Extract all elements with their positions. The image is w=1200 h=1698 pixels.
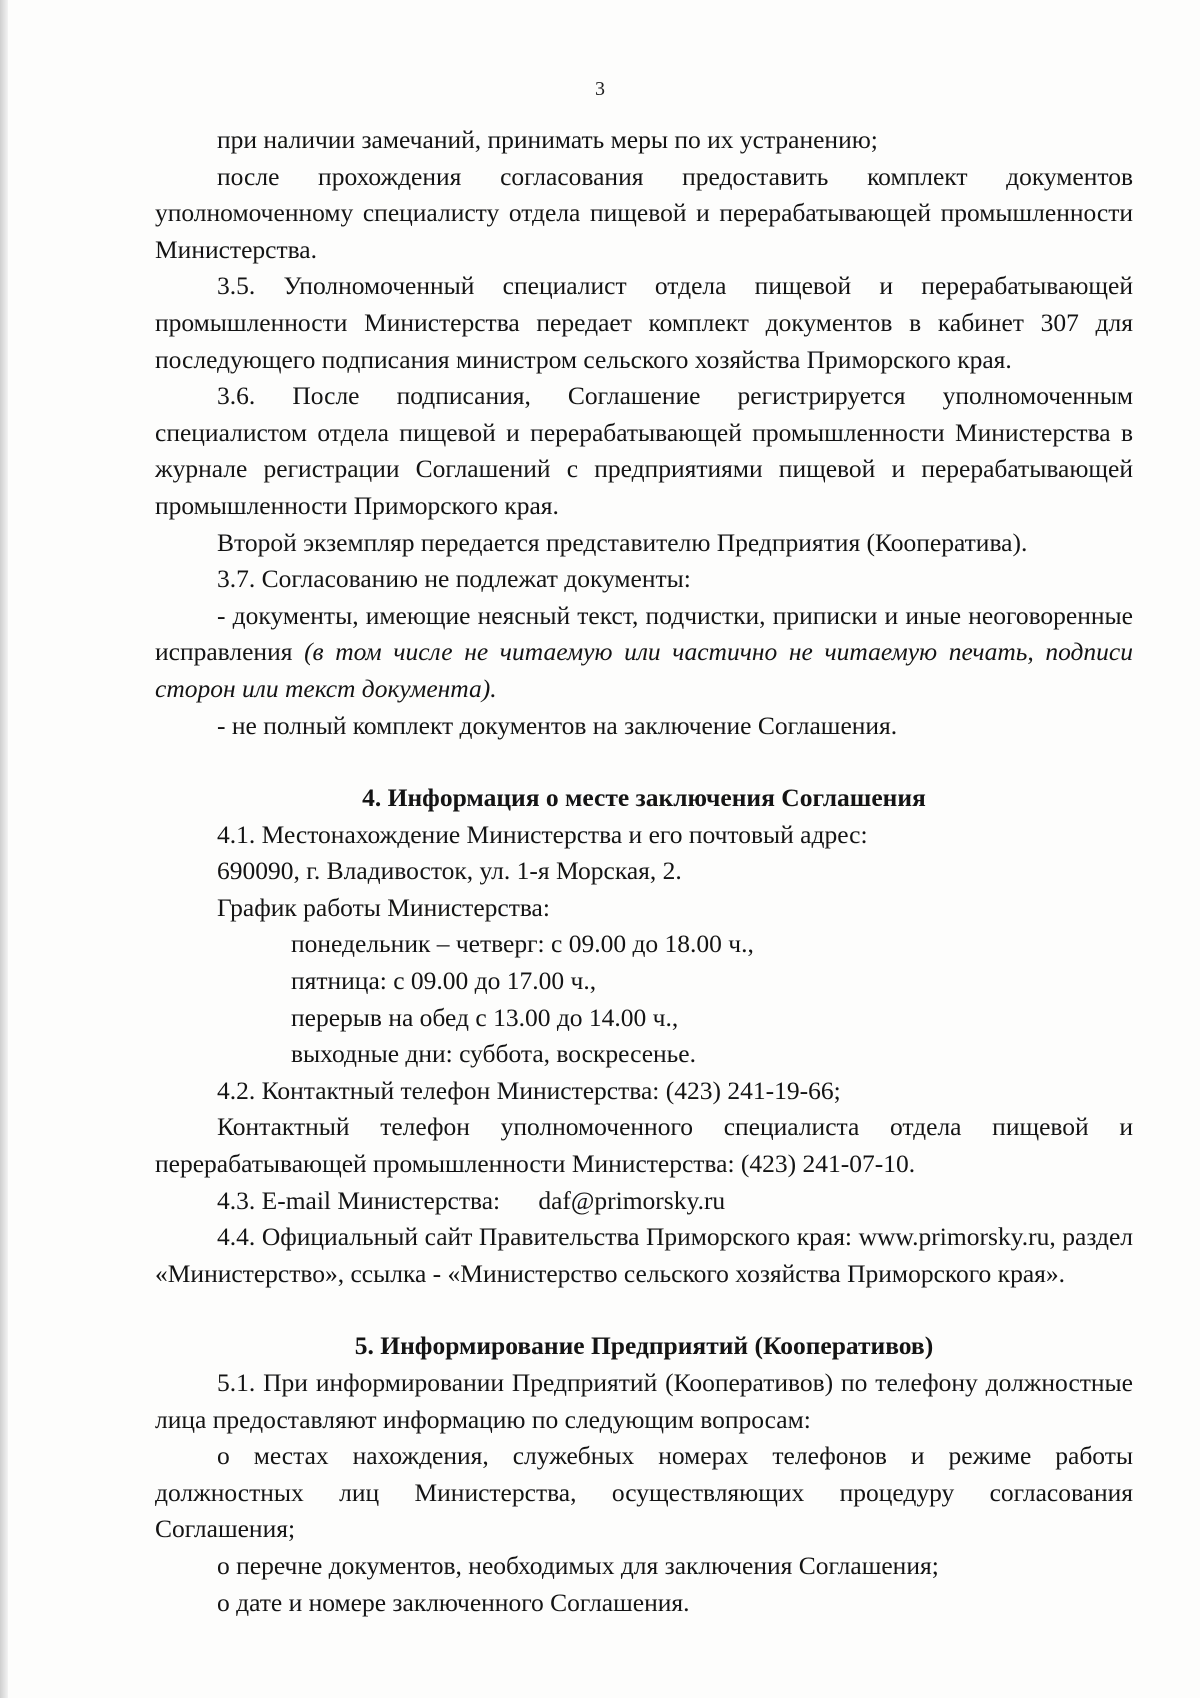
paragraph: Контактный телефон уполномоченного специалиста отдела пищевой и перерабатывающей промышленности Министерства: (423) 241-07-10.: [155, 1112, 1133, 1179]
list-item-text: - документы, имеющие неясный текст, подчистки, приписки и иные неоговоренные исправления: [155, 600, 1133, 667]
paragraph-4-2: 4.2. Контактный телефон Министерства: (423) 241-19-66;: [217, 1075, 841, 1105]
paragraph-4-3: 4.3. E-mail Министерства: daf@primorsky.ru: [217, 1185, 726, 1215]
paragraph: Второй экземпляр передается представителю Предприятия (Кооператива).: [217, 527, 1028, 557]
address: 690090, г. Владивосток, ул. 1-я Морская, 2.: [217, 856, 682, 886]
paragraph-4-4: 4.4. Официальный сайт Правительства Приморского края: www.primorsky.ru, раздел «Министерство», ссылка - «Министерство сельского хозяйства Приморского края».: [155, 1222, 1133, 1288]
scan-edge: [0, 0, 8, 1698]
schedule-line: понедельник – четверг: с 09.00 до 18.00 ч.,: [291, 929, 754, 959]
paragraph-3-5: 3.5. Уполномоченный специалист отдела пищевой и перерабатывающей промышленности Министерства передает комплект документов в кабинет 307 для последующего подписания министром сельского хозяйства Приморского края.: [155, 271, 1133, 374]
paragraph: при наличии замечаний, принимать меры по их устранению;: [217, 125, 878, 154]
document-body: [155, 122, 1133, 1621]
schedule-line: перерыв на обед с 13.00 до 14.00 ч.,: [291, 1002, 679, 1032]
paragraph-list-item: [155, 598, 1133, 708]
schedule-title: График работы Министерства:: [217, 892, 550, 922]
paragraph: после прохождения согласования предоставить комплект документов уполномоченному специалисту отдела пищевой и перерабатывающей промышленности Министерства.: [155, 161, 1133, 264]
page-number: 3: [595, 78, 605, 100]
schedule-line: выходные дни: суббота, воскресенье.: [291, 1039, 696, 1069]
paragraph-4-1: 4.1. Местонахождение Министерства и его почтовый адрес:: [217, 819, 868, 849]
section-heading-4: 4. Информация о месте заключения Соглашения: [362, 783, 926, 813]
schedule-line: пятница: с 09.00 до 17.00 ч.,: [291, 966, 597, 996]
list-item-italic-note: (в том числе не читаемую или частично не читаемую печать, подписи сторон или текст документа).: [155, 637, 1133, 703]
paragraph-5-1: 5.1. При информировании Предприятий (Кооперативов) по телефону должностные лица предоставляют информацию по следующим вопросам:: [155, 1368, 1133, 1434]
paragraph-3-7: 3.7. Согласованию не подлежат документы:: [217, 564, 691, 594]
paragraph: о дате и номере заключенного Соглашения.: [217, 1587, 690, 1617]
paragraph: о перечне документов, необходимых для заключения Соглашения;: [217, 1550, 939, 1580]
paragraph-3-6: 3.6. После подписания, Соглашение регистрируется уполномоченным специалистом отдела пищевой и перерабатывающей промышленности Министерства в журнале регистрации Соглашений с предприятиями пищевой и перерабатывающей промышленности Приморского края.: [155, 381, 1133, 520]
section-heading-5: 5. Информирование Предприятий (Кооперативов): [354, 1331, 934, 1361]
paragraph: о местах нахождения, служебных номерах телефонов и режиме работы должностных лиц Министерства, осуществляющих процедуру согласования Соглашения;: [155, 1441, 1133, 1544]
paragraph-list-item: - не полный комплект документов на заключение Соглашения.: [217, 710, 898, 740]
